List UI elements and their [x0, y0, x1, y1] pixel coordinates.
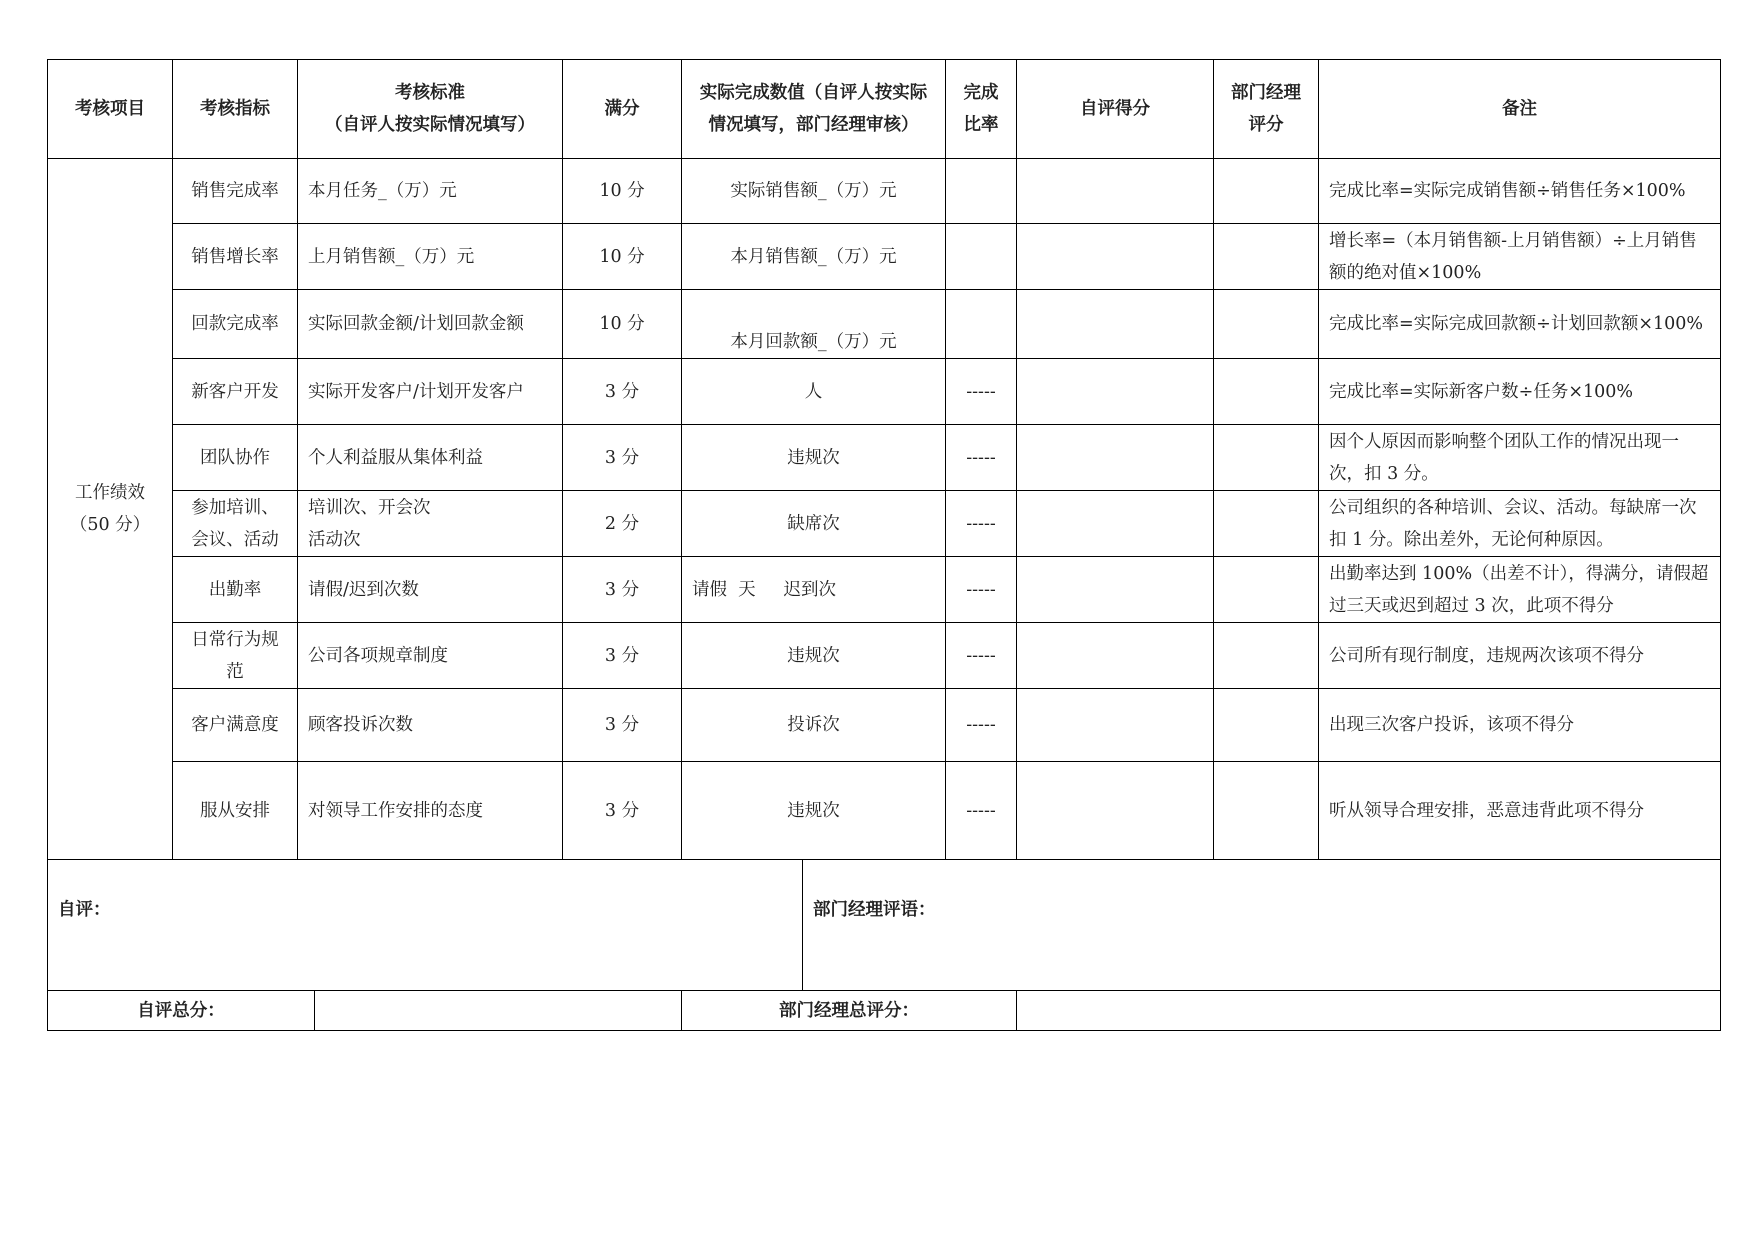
manager-score-cell[interactable]: [1214, 557, 1319, 623]
indicator-cell: 客户满意度: [173, 689, 298, 762]
remark-cell: 出勤率达到 100%（出差不计），得满分，请假超过三天或迟到超过 3 次，此项不得分: [1319, 557, 1721, 623]
header-standard-line1: 考核标准: [395, 83, 465, 103]
header-ratio-line1: 完成: [963, 83, 999, 103]
header-ratio: [946, 60, 1017, 159]
manager-score-cell[interactable]: [1214, 359, 1319, 425]
total-table: [47, 990, 1721, 1031]
full-score-cell: 3 分: [563, 689, 682, 762]
standard-cell: 顾客投诉次数: [298, 689, 563, 762]
header-actual-line2: 情况填写，部门经理审核）: [708, 115, 919, 135]
actual-cell: 本月回款额_（万）元: [682, 290, 946, 359]
header-manager-score: [1214, 60, 1319, 159]
actual-cell: 实际销售额_（万）元: [682, 159, 946, 224]
table-row: [48, 425, 1721, 491]
self-score-cell[interactable]: [1017, 689, 1214, 762]
remark-cell: 公司所有现行制度，违规两次该项不得分: [1319, 623, 1721, 689]
header-self-score: 自评得分: [1017, 60, 1214, 159]
actual-cell: 违规次: [682, 623, 946, 689]
header-row: [48, 60, 1721, 159]
manager-total-field[interactable]: [1017, 991, 1721, 1031]
full-score-cell: 3 分: [563, 557, 682, 623]
full-score-cell: 10 分: [563, 224, 682, 290]
indicator-cell: 回款完成率: [173, 290, 298, 359]
table-row: [48, 689, 1721, 762]
remark-cell: 增长率=（本月销售额-上月销售额）÷上月销售额的绝对值×100%: [1319, 224, 1721, 290]
header-actual-line1: 实际完成数值（自评人按实际: [699, 83, 928, 103]
table-row: [48, 623, 1721, 689]
manager-score-cell[interactable]: [1214, 623, 1319, 689]
assessment-form: [47, 59, 1720, 1031]
standard-cell: 本月任务_（万）元: [298, 159, 563, 224]
manager-score-cell[interactable]: [1214, 689, 1319, 762]
standard-cell: 对领导工作安排的态度: [298, 762, 563, 860]
standard-cell: 个人利益服从集体利益: [298, 425, 563, 491]
remark-cell: 公司组织的各种培训、会议、活动。每缺席一次扣 1 分。除出差外，无论何种原因。: [1319, 491, 1721, 557]
remark-cell: 完成比率=实际完成销售额÷销售任务×100%: [1319, 159, 1721, 224]
ratio-cell[interactable]: -----: [946, 557, 1017, 623]
ratio-cell[interactable]: [946, 224, 1017, 290]
actual-cell: 缺席次: [682, 491, 946, 557]
full-score-cell: 3 分: [563, 623, 682, 689]
table-row: [48, 290, 1721, 359]
self-score-cell[interactable]: [1017, 425, 1214, 491]
comment-table: [47, 859, 1721, 991]
category-points: （50 分）: [69, 515, 151, 535]
header-remark: 备注: [1319, 60, 1721, 159]
self-total-label: 自评总分：: [48, 991, 315, 1031]
indicator-cell: 销售增长率: [173, 224, 298, 290]
category-name: 工作绩效: [75, 483, 145, 503]
table-row: [48, 557, 1721, 623]
actual-cell: 本月销售额_（万）元: [682, 224, 946, 290]
self-score-cell[interactable]: [1017, 290, 1214, 359]
ratio-cell[interactable]: -----: [946, 359, 1017, 425]
ratio-cell[interactable]: -----: [946, 689, 1017, 762]
standard-cell: 实际开发客户/计划开发客户: [298, 359, 563, 425]
self-comment-field[interactable]: [48, 860, 803, 991]
indicator-cell: 销售完成率: [173, 159, 298, 224]
manager-score-cell[interactable]: [1214, 224, 1319, 290]
indicator-cell: 服从安排: [173, 762, 298, 860]
indicator-cell: 出勤率: [173, 557, 298, 623]
self-score-cell[interactable]: [1017, 159, 1214, 224]
manager-total-label: 部门经理总评分：: [682, 991, 1017, 1031]
self-score-cell[interactable]: [1017, 224, 1214, 290]
remark-cell: 出现三次客户投诉，该项不得分: [1319, 689, 1721, 762]
manager-score-cell[interactable]: [1214, 425, 1319, 491]
actual-cell: 投诉次: [682, 689, 946, 762]
remark-cell: 完成比率=实际完成回款额÷计划回款额×100%: [1319, 290, 1721, 359]
header-standard-line2: （自评人按实际情况填写）: [325, 115, 535, 135]
full-score-cell: 2 分: [563, 491, 682, 557]
manager-score-cell[interactable]: [1214, 290, 1319, 359]
standard-cell: 实际回款金额/计划回款金额: [298, 290, 563, 359]
self-score-cell[interactable]: [1017, 359, 1214, 425]
indicator-cell: 参加培训、会议、活动: [173, 491, 298, 557]
self-comment-label: 自评：: [58, 900, 111, 920]
standard-cell: 公司各项规章制度: [298, 623, 563, 689]
ratio-cell[interactable]: -----: [946, 762, 1017, 860]
manager-score-cell[interactable]: [1214, 159, 1319, 224]
ratio-cell[interactable]: -----: [946, 623, 1017, 689]
total-row: [48, 991, 1721, 1031]
table-row: [48, 359, 1721, 425]
table-row: [48, 762, 1721, 860]
actual-cell: 请假 天 迟到次: [682, 557, 946, 623]
actual-cell: 违规次: [682, 762, 946, 860]
self-score-cell[interactable]: [1017, 623, 1214, 689]
indicator-cell: 团队协作: [173, 425, 298, 491]
ratio-cell[interactable]: -----: [946, 491, 1017, 557]
full-score-cell: 10 分: [563, 159, 682, 224]
self-score-cell[interactable]: [1017, 762, 1214, 860]
header-ratio-line2: 比率: [963, 115, 999, 135]
indicator-cell: 日常行为规范: [173, 623, 298, 689]
category-cell: [48, 159, 173, 860]
self-total-field[interactable]: [315, 991, 682, 1031]
ratio-cell[interactable]: [946, 290, 1017, 359]
standard-cell: 请假/迟到次数: [298, 557, 563, 623]
header-manager-line2: 评分: [1248, 115, 1284, 135]
actual-cell: 人: [682, 359, 946, 425]
full-score-cell: 3 分: [563, 359, 682, 425]
ratio-cell[interactable]: [946, 159, 1017, 224]
manager-score-cell[interactable]: [1214, 491, 1319, 557]
standard-cell: 上月销售额_（万）元: [298, 224, 563, 290]
manager-comment-label: 部门经理评语：: [813, 900, 936, 920]
remark-cell: 完成比率=实际新客户数÷任务×100%: [1319, 359, 1721, 425]
header-standard: [298, 60, 563, 159]
header-manager-line1: 部门经理: [1231, 83, 1301, 103]
standard-line1: 培训次、开会次: [308, 497, 431, 518]
remark-cell: 因个人原因而影响整个团队工作的情况出现一次，扣 3 分。: [1319, 425, 1721, 491]
comment-row: [48, 860, 1721, 991]
full-score-cell: 10 分: [563, 290, 682, 359]
ratio-cell[interactable]: -----: [946, 425, 1017, 491]
manager-score-cell[interactable]: [1214, 762, 1319, 860]
header-full-score: 满分: [563, 60, 682, 159]
standard-cell: [298, 491, 563, 557]
header-actual: [682, 60, 946, 159]
header-indicator: 考核指标: [173, 60, 298, 159]
standard-line2: 活动次: [308, 529, 361, 550]
table-row: [48, 491, 1721, 557]
table-row: [48, 159, 1721, 224]
table-row: [48, 224, 1721, 290]
self-score-cell[interactable]: [1017, 557, 1214, 623]
actual-cell: 违规次: [682, 425, 946, 491]
assessment-table: [47, 59, 1721, 860]
manager-comment-field[interactable]: [803, 860, 1721, 991]
header-category: 考核项目: [48, 60, 173, 159]
remark-cell: 听从领导合理安排，恶意违背此项不得分: [1319, 762, 1721, 860]
full-score-cell: 3 分: [563, 762, 682, 860]
full-score-cell: 3 分: [563, 425, 682, 491]
self-score-cell[interactable]: [1017, 491, 1214, 557]
indicator-cell: 新客户开发: [173, 359, 298, 425]
